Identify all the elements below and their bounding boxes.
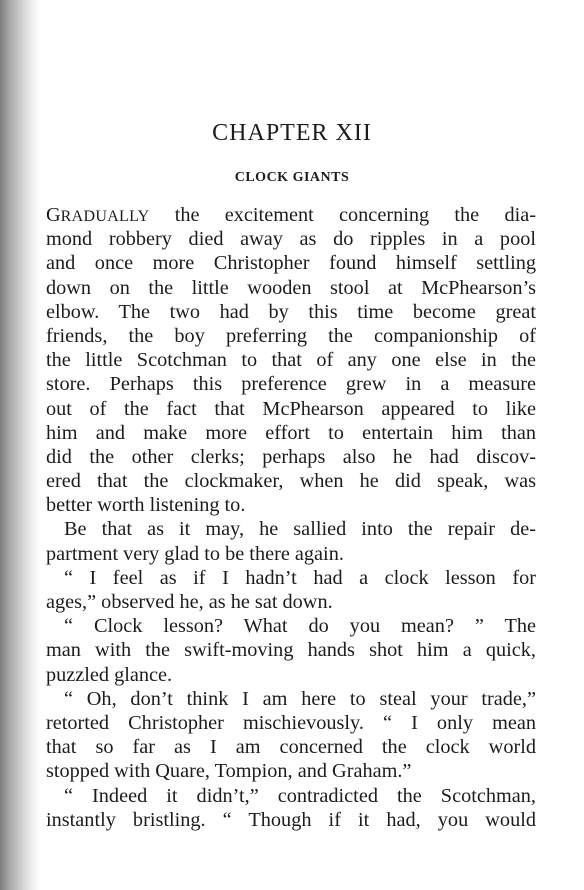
text-line: puzzled glance. (46, 663, 173, 686)
text-line: stopped with Quare, Tompion, and Graham.” (46, 760, 412, 783)
text-line: mond robbery died away as do ripples in a pool (46, 228, 536, 251)
text-line: ages,” observed he, as he sat down. (46, 591, 333, 613)
text-line: instantly bristling. “ Though if it had, you would (46, 808, 536, 831)
text-line: and once more Christopher found himself settling (46, 252, 536, 275)
text-line: friends, the boy preferring the companionship of (46, 324, 536, 347)
text-line: partment very glad to be there again. (46, 542, 344, 565)
small-caps-lead: RADUALLY (60, 208, 150, 225)
drop-initial: G (46, 204, 61, 226)
text-line: out of the fact that McPhearson appeared to like (46, 397, 536, 420)
text-line (46, 203, 536, 227)
text-line: store. Perhaps this preference grew in a measure (46, 373, 536, 396)
text-line: “ I feel as if I hadn’t had a clock lesson for (64, 566, 536, 589)
text-line: ered that the clockmaker, when he did speak, was (46, 470, 536, 493)
text-line: “ Indeed it didn’t,” contradicted the Scotchman, (64, 784, 536, 807)
text-line: “ Oh, don’t think I am here to steal your trade,” (64, 687, 536, 710)
text-line: down on the little wooden stool at McPhearson’s (46, 276, 536, 299)
text-line: better worth listening to. (46, 494, 246, 517)
text-line: retorted Christopher mischievously. “ I only mean (46, 711, 536, 734)
text-line: the little Scotchman to that of any one else in the (46, 349, 536, 372)
text-line: man with the swift-moving hands shot him a quick, (46, 639, 536, 662)
text-line: him and make more effort to entertain him than (46, 421, 536, 444)
text-line: Be that as it may, he sallied into the repair de- (64, 518, 536, 541)
text-line: did the other clerks; perhaps also he had discov- (46, 445, 536, 468)
chapter-subtitle: CLOCK GIANTS (234, 170, 350, 185)
text-line-rest: the excitement concerning the dia- (149, 204, 536, 226)
chapter-title: CHAPTER XII (212, 120, 372, 146)
text-line: elbow. The two had by this time become great (46, 300, 536, 323)
body-text (46, 203, 536, 832)
text-line: that so far as I am concerned the clock world (46, 736, 536, 759)
text-line: “ Clock lesson? What do you mean? ” The (64, 615, 536, 638)
